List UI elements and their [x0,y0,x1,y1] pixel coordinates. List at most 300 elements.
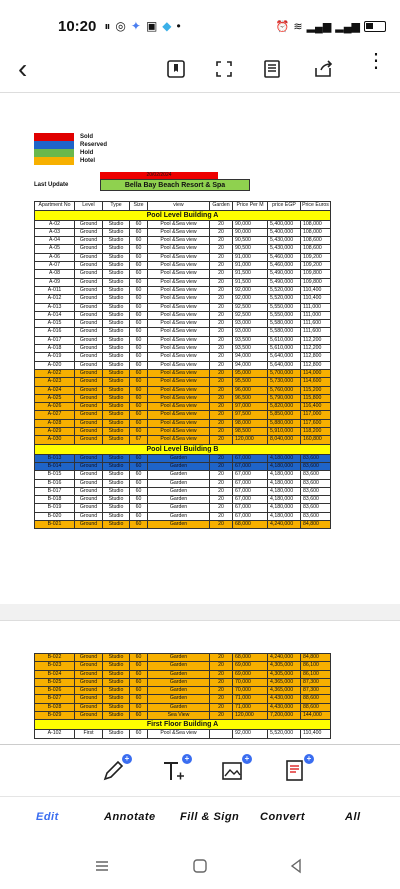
tab-annotate[interactable]: Annotate [104,811,156,823]
table-cell: Garden [148,662,210,670]
table-cell: 60 [130,286,148,294]
table-cell: Ground [75,687,103,695]
table-cell: Garden [148,454,210,462]
table-cell: Ground [75,496,103,504]
tab-all[interactable]: All [345,811,361,823]
table-cell: 20 [210,454,233,462]
table-cell: 20 [210,487,233,495]
table-cell: 95,000 [233,369,268,377]
table-cell: 20 [210,678,233,686]
table-cell: 60 [130,730,148,738]
table-cell: Garden [148,654,210,662]
table-cell: Garden [148,479,210,487]
table-cell: B-015 [35,471,75,479]
table-cell: Ground [75,436,103,444]
table-row [35,436,331,444]
whatsapp-icon: ◎ [115,19,126,33]
section-title: Pool Level Building A [35,210,331,220]
table-cell: Studio [103,295,130,303]
table-cell: 5,550,000 [268,303,301,311]
table-row [35,303,331,311]
table-cell: 20 [210,419,233,427]
table-cell: 92,500 [233,311,268,319]
table-cell: B-024 [35,670,75,678]
table-cell: 67,000 [233,462,268,470]
table-cell: 4,180,000 [268,479,301,487]
table-cell: Studio [103,662,130,670]
table-cell: 5,400,000 [268,220,301,228]
table-cell: 5,400,000 [268,228,301,236]
table-cell: A-019 [35,353,75,361]
table-cell: A-07 [35,262,75,270]
table-cell: A-030 [35,436,75,444]
table-cell: Pool &Sea view [148,403,210,411]
table-cell: 69,000 [233,670,268,678]
table-cell: Studio [103,378,130,386]
table-cell: 117,600 [301,419,331,427]
table-cell: Ground [75,295,103,303]
table-cell: A-08 [35,270,75,278]
table-row [35,378,331,386]
table-cell: Pool &Sea view [148,378,210,386]
back-arrow-icon[interactable]: ‹ [18,53,28,84]
table-cell: Ground [75,703,103,711]
table-cell [210,730,233,738]
table-cell: 20 [210,712,233,720]
table-cell: Ground [75,278,103,286]
table-cell: 60 [130,328,148,336]
table-cell: 67,000 [233,487,268,495]
table-cell: Pool &Sea view [148,270,210,278]
table-cell: 20 [210,471,233,479]
table-cell: 94,000 [233,361,268,369]
table-cell: 5,520,000 [268,295,301,303]
table-cell: 20 [210,512,233,520]
legend-item: Sold [34,133,107,141]
column-header: Level [75,202,103,211]
column-header: view [148,202,210,211]
table-cell: 5,460,000 [268,262,301,270]
table-cell: 20 [210,270,233,278]
table-cell: 84,800 [301,654,331,662]
table-row [35,678,331,686]
table-cell: Pool &Sea view [148,361,210,369]
table-cell: 108,600 [301,245,331,253]
table-cell: 112,200 [301,345,331,353]
table-cell: 110,400 [301,295,331,303]
table-row [35,295,331,303]
section-header [35,720,331,730]
page-separator [0,604,400,620]
table-cell: Ground [75,428,103,436]
table-cell: Studio [103,262,130,270]
update-date: 20/02/2024 [100,172,218,179]
table-cell: 20 [210,311,233,319]
table-cell: 4,365,000 [268,678,301,686]
table-cell: A-025 [35,394,75,402]
more-options-icon[interactable]: ⋮ [366,50,386,72]
table-cell: 20 [210,278,233,286]
table-cell: 5,580,000 [268,328,301,336]
table-cell: 20 [210,662,233,670]
table-cell: 20 [210,220,233,228]
table-cell: 5,520,000 [268,730,301,738]
table-row [35,245,331,253]
table-cell: 60 [130,670,148,678]
plus-badge-icon: + [242,754,252,764]
table-cell: 111,000 [301,311,331,319]
table-cell: Studio [103,328,130,336]
table-cell: 20 [210,695,233,703]
pen-tool-icon[interactable] [100,754,130,784]
table-cell: 60 [130,479,148,487]
fullscreen-icon[interactable] [212,57,236,81]
table-cell: 20 [210,428,233,436]
recents-icon[interactable] [94,858,110,879]
table-cell: 4,240,000 [268,654,301,662]
table-cell: 20 [210,703,233,711]
table-cell: 5,850,000 [268,411,301,419]
table-cell: Pool &Sea view [148,220,210,228]
sparkle-icon: ✦ [130,19,141,33]
legend [34,133,107,165]
table-cell: Studio [103,695,130,703]
table-cell: Ground [75,361,103,369]
table-cell: 60 [130,228,148,236]
table-cell: 4,180,000 [268,487,301,495]
table-cell: 95,500 [233,378,268,386]
table-cell: Ground [75,662,103,670]
table-row [35,320,331,328]
add-image-icon[interactable] [220,754,250,784]
column-header: Price Euros [302,202,329,209]
table-cell: 20 [210,328,233,336]
table-cell: 60 [130,353,148,361]
table-row [35,328,331,336]
table-cell: 90,500 [233,237,268,245]
table-row [35,428,331,436]
section-title: First Floor Building A [35,720,331,730]
table-cell: A-022 [35,369,75,377]
table-cell: 91,000 [233,253,268,261]
document-view-icon[interactable] [260,57,284,81]
table-cell: Studio [103,220,130,228]
table-cell: 60 [130,512,148,520]
table-row [35,504,331,512]
table-cell: 69,000 [233,662,268,670]
table-cell: 67,000 [233,504,268,512]
table-cell: A-06 [35,253,75,261]
table-cell: Ground [75,487,103,495]
table-cell: 93,500 [233,345,268,353]
table-cell: 5,460,000 [268,253,301,261]
table-cell: 110,400 [301,286,331,294]
table-cell: Garden [148,520,210,528]
table-cell: 5,490,000 [268,278,301,286]
table-cell: Ground [75,386,103,394]
table-cell: A-011 [35,286,75,294]
table-cell: B-018 [35,496,75,504]
table-cell: A-015 [35,320,75,328]
table-cell: Studio [103,730,130,738]
table-cell: A-028 [35,419,75,427]
table-cell: Studio [103,411,130,419]
quick-tools [0,752,400,792]
table-cell: Garden [148,504,210,512]
table-cell: Studio [103,454,130,462]
table-cell: 4,180,000 [268,496,301,504]
table-cell: Studio [103,428,130,436]
table-cell: Pool &Sea view [148,295,210,303]
table-cell: B-020 [35,512,75,520]
table-cell: Studio [103,278,130,286]
table-cell: 20 [210,369,233,377]
home-icon[interactable] [192,858,208,879]
signal-icon: ▂▄▆ [306,20,332,33]
table-cell: 5,610,000 [268,345,301,353]
table-cell: 114,000 [301,369,331,377]
table-row [35,654,331,662]
shield-icon: ◆ [162,19,172,33]
share-icon[interactable] [312,57,336,81]
table-row [35,712,331,720]
table-cell: 68,000 [233,654,268,662]
table-cell: 4,180,000 [268,454,301,462]
table-cell: 60 [130,411,148,419]
add-text-icon[interactable] [160,754,190,784]
table-cell: Pool &Sea view [148,262,210,270]
table-cell: Garden [148,703,210,711]
table-cell: Studio [103,479,130,487]
table-cell: 5,640,000 [268,361,301,369]
table-cell: 60 [130,687,148,695]
tab-convert[interactable]: Convert [260,811,306,823]
table-cell: Studio [103,228,130,236]
table-cell: Sea View [148,712,210,720]
table-cell: Pool &Sea view [148,345,210,353]
table-cell: Pool &Sea view [148,278,210,286]
table-cell: Ground [75,270,103,278]
table-cell: 83,600 [301,512,331,520]
table-cell: 60 [130,278,148,286]
table-cell: A-016 [35,328,75,336]
table-cell: Ground [75,253,103,261]
table-cell: 60 [130,320,148,328]
table-cell: 4,180,000 [268,504,301,512]
table-cell: 20 [210,520,233,528]
table-cell: 84,800 [301,520,331,528]
table-cell: 92,000 [233,730,268,738]
section-title: Pool Level Building B [35,444,331,454]
table-row [35,345,331,353]
table-cell: Pool &Sea view [148,303,210,311]
scan-document-icon[interactable] [282,754,312,784]
table-cell: 4,180,000 [268,512,301,520]
last-update-label: Last Update [34,182,69,188]
table-row [35,386,331,394]
table-row [35,695,331,703]
table-cell: 92,000 [233,295,268,303]
table-cell: 114,600 [301,378,331,386]
table-cell: 112,800 [301,361,331,369]
tab-edit[interactable]: Edit [36,811,59,823]
table-cell: 20 [210,386,233,394]
column-header: Garden [210,202,233,211]
table-cell: 71,000 [233,695,268,703]
table-cell: 4,180,000 [268,471,301,479]
table-cell: 5,820,000 [268,403,301,411]
table-cell: 60 [130,703,148,711]
table-cell: 20 [210,436,233,444]
table-cell: 20 [210,479,233,487]
table-cell: Garden [148,687,210,695]
plus-badge-icon: + [122,754,132,764]
table-cell: Ground [75,479,103,487]
table-row [35,411,331,419]
column-header: Size [130,202,148,211]
resort-name: Bella Bay Beach Resort & Spa [100,179,250,191]
table-cell: 60 [130,237,148,245]
table-cell: 111,600 [301,328,331,336]
table-cell: Garden [148,487,210,495]
table-cell: Ground [75,378,103,386]
table-cell: 5,610,000 [268,336,301,344]
table-cell: Studio [103,471,130,479]
table-cell: 87,300 [301,687,331,695]
table-cell: Studio [103,336,130,344]
table-cell: 20 [210,303,233,311]
tab-fill-sign[interactable]: Fill & Sign [180,811,240,823]
table-cell: Studio [103,286,130,294]
table-cell: Garden [148,496,210,504]
table-row [35,228,331,236]
table-cell: Studio [103,394,130,402]
table-row [35,730,331,738]
table-cell: 92,500 [233,303,268,311]
table-cell: 20 [210,394,233,402]
table-cell: Ground [75,670,103,678]
table-cell: 71,000 [233,703,268,711]
table-cell: 83,600 [301,496,331,504]
table-cell: 83,600 [301,471,331,479]
table-cell: Garden [148,670,210,678]
plus-badge-icon: + [304,754,314,764]
table-cell: 60 [130,695,148,703]
table-cell: 144,000 [301,712,331,720]
table-cell: B-019 [35,504,75,512]
table-cell: Studio [103,245,130,253]
table-cell: A-102 [35,730,75,738]
table-cell: 60 [130,220,148,228]
table-cell: Studio [103,303,130,311]
table-cell: 97,000 [233,403,268,411]
table-cell: Studio [103,712,130,720]
table-cell: 70,000 [233,687,268,695]
table-cell: 5,910,000 [268,428,301,436]
legend-item: Reserved [34,141,107,149]
table-cell: Pool &Sea view [148,311,210,319]
table-cell: Garden [148,462,210,470]
table-cell: 109,800 [301,270,331,278]
table-cell: 90,000 [233,220,268,228]
table-cell: 91,500 [233,278,268,286]
table-cell: 67,000 [233,496,268,504]
notification-icons [104,19,180,34]
viewer-toolbar [0,52,400,90]
table-cell: B-023 [35,662,75,670]
table-cell: 68,000 [233,520,268,528]
table-row [35,496,331,504]
table-cell: Studio [103,520,130,528]
table-cell: First [75,730,103,738]
table-cell: Studio [103,687,130,695]
plus-badge-icon: + [182,754,192,764]
table-cell: Garden [148,695,210,703]
table-cell: 98,000 [233,419,268,427]
table-cell: 20 [210,253,233,261]
table-cell: 60 [130,654,148,662]
table-cell: 83,600 [301,487,331,495]
table-cell: B-022 [35,654,75,662]
table-cell: 60 [130,678,148,686]
table-cell: Pool &Sea view [148,369,210,377]
table-cell: A-014 [35,311,75,319]
table-cell: 83,600 [301,454,331,462]
table-cell: 5,430,000 [268,245,301,253]
bookmark-icon[interactable] [164,57,188,81]
price-table [34,201,331,529]
system-icons [276,20,386,33]
table-cell: Ground [75,353,103,361]
table-cell: 4,240,000 [268,520,301,528]
table-cell: 5,580,000 [268,320,301,328]
table-cell: Ground [75,345,103,353]
table-cell: Studio [103,436,130,444]
table-cell: Studio [103,670,130,678]
table-cell: 67 [130,436,148,444]
table-cell: 60 [130,253,148,261]
table-cell: Ground [75,228,103,236]
table-cell: 20 [210,496,233,504]
table-cell: 4,430,000 [268,703,301,711]
table-cell: Ground [75,419,103,427]
table-row [35,403,331,411]
table-cell: Garden [148,678,210,686]
table-cell: Ground [75,712,103,720]
table-cell: 112,200 [301,336,331,344]
table-row [35,369,331,377]
table-cell: 20 [210,345,233,353]
table-cell: 60 [130,295,148,303]
table-cell: Pool &Sea view [148,428,210,436]
back-icon[interactable] [288,858,304,879]
table-cell: Studio [103,487,130,495]
table-cell: Studio [103,678,130,686]
table-cell: 86,100 [301,670,331,678]
table-cell: 20 [210,228,233,236]
table-row [35,286,331,294]
table-cell: 110,400 [301,730,331,738]
table-cell: 60 [130,403,148,411]
table-row [35,361,331,369]
table-cell: Ground [75,462,103,470]
table-cell: 83,600 [301,479,331,487]
table-cell: 118,200 [301,428,331,436]
table-cell: Ground [75,520,103,528]
alarm-icon: ⏰ [275,20,290,33]
table-cell: A-012 [35,295,75,303]
table-row [35,237,331,245]
